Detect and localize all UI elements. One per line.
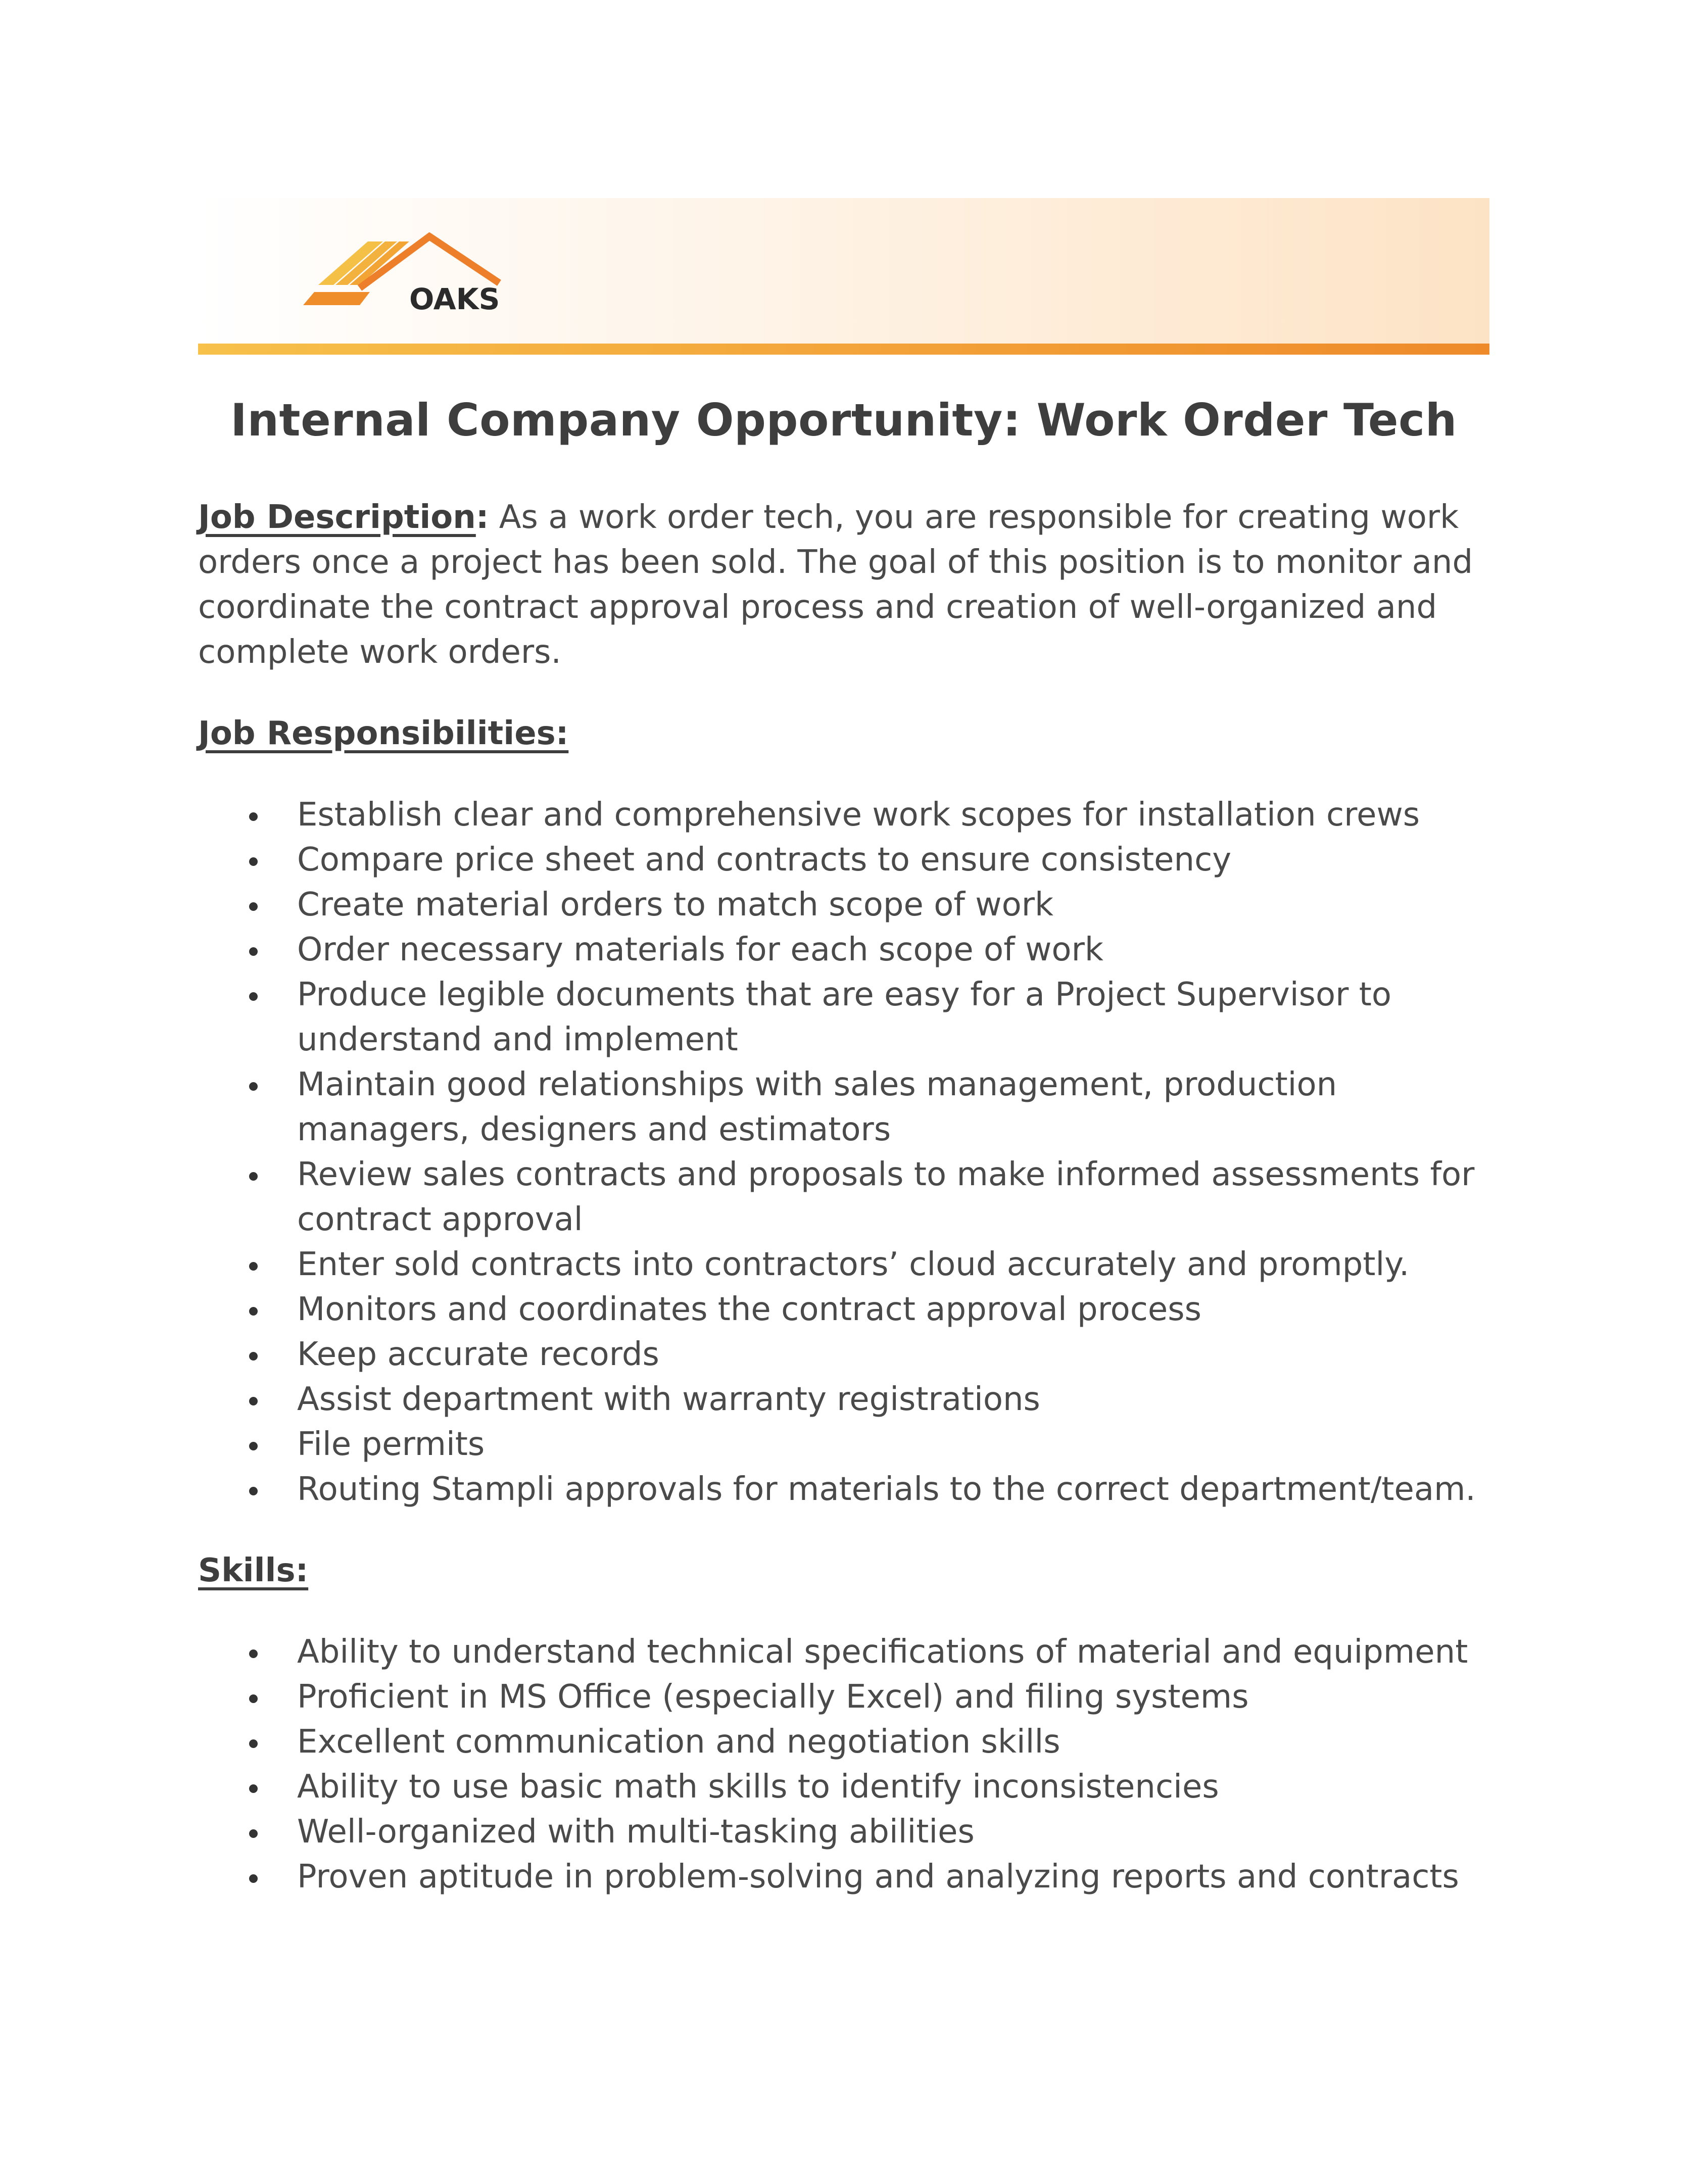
list-item [198, 1332, 1489, 1377]
responsibilities-heading-row [198, 711, 1489, 756]
list-item-text: Establish clear and comprehensive work scopes for installation crews [297, 796, 1420, 834]
list-item [198, 1152, 1489, 1242]
list-item-text: Maintain good relationships with sales management, production managers, designers and estimators [297, 1066, 1337, 1148]
bullet-icon [249, 857, 258, 866]
job-description [198, 495, 1489, 675]
document-body [198, 495, 1489, 1900]
bullet-icon [249, 1694, 258, 1703]
list-item [198, 1630, 1489, 1675]
list-item [198, 1765, 1489, 1810]
bullet-icon [249, 1874, 258, 1883]
bullet-icon [249, 1082, 258, 1091]
skills-heading: Skills: [198, 1552, 309, 1589]
bullet-icon [249, 1397, 258, 1405]
list-item-text: Routing Stampli approvals for materials to the correct department/team. [297, 1471, 1476, 1508]
list-item-text: Excellent communication and negotiation skills [297, 1723, 1060, 1761]
skills-heading-row [198, 1548, 1489, 1593]
list-item-text: Well-organized with multi-tasking abilities [297, 1813, 975, 1851]
header-rule [198, 344, 1489, 355]
svg-text:OAKS: OAKS [409, 282, 500, 313]
list-item [198, 1062, 1489, 1152]
page-title: Internal Company Opportunity: Work Order Tech [230, 394, 1457, 446]
bullet-icon [249, 902, 258, 911]
list-item [198, 838, 1489, 883]
list-item-text: Ability to use basic math skills to identify inconsistencies [297, 1768, 1219, 1806]
list-item-text: Ability to understand technical specifications of material and equipment [297, 1633, 1468, 1671]
oaks-logo-icon [303, 232, 515, 313]
list-item-text: Assist department with warranty registrations [297, 1381, 1040, 1418]
list-item-text: Keep accurate records [297, 1336, 659, 1373]
skills-list [198, 1630, 1489, 1900]
bullet-icon [249, 1352, 258, 1361]
list-item-text: Proven aptitude in problem-solving and analyzing reports and contracts [297, 1858, 1459, 1896]
job-description-label: Job Description [198, 499, 476, 536]
list-item [198, 1242, 1489, 1287]
list-item [198, 1675, 1489, 1720]
list-item [198, 1377, 1489, 1422]
list-item [198, 928, 1489, 973]
oaks-logo [303, 232, 515, 313]
list-item [198, 1467, 1489, 1512]
list-item [198, 1422, 1489, 1467]
list-item-text: Enter sold contracts into contractors’ cloud accurately and promptly. [297, 1246, 1410, 1283]
list-item [198, 1287, 1489, 1332]
bullet-icon [249, 947, 258, 956]
bullet-icon [249, 1487, 258, 1495]
bullet-icon [249, 992, 258, 1001]
bullet-icon [249, 1649, 258, 1658]
job-description-colon: : [475, 499, 489, 536]
bullet-icon [249, 1784, 258, 1793]
list-item-text: Compare price sheet and contracts to ensure consistency [297, 841, 1232, 879]
list-item-text: Produce legible documents that are easy for a Project Supervisor to understand and implement [297, 976, 1391, 1058]
list-item [198, 883, 1489, 928]
list-item-text: Review sales contracts and proposals to make informed assessments for contract approval [297, 1156, 1475, 1238]
list-item-text: File permits [297, 1426, 485, 1463]
list-item-text: Monitors and coordinates the contract approval process [297, 1291, 1201, 1328]
list-item-text: Order necessary materials for each scope of work [297, 931, 1103, 968]
job-description-text: As a work order tech, you are responsible for creating work orders once a project has been sold. The goal of this position is to monitor and coordinate the contract approval process and creation of well-organized and complete work orders. [198, 499, 1473, 671]
list-item [198, 973, 1489, 1062]
list-item [198, 793, 1489, 838]
bullet-icon [249, 1739, 258, 1748]
bullet-icon [249, 812, 258, 821]
bullet-icon [249, 1829, 258, 1838]
list-item-text: Create material orders to match scope of work [297, 886, 1054, 924]
bullet-icon [249, 1262, 258, 1271]
list-item-text: Proficient in MS Office (especially Excel) and filing systems [297, 1678, 1249, 1716]
bullet-icon [249, 1172, 258, 1181]
responsibilities-heading: Job Responsibilities: [198, 715, 569, 752]
bullet-icon [249, 1307, 258, 1316]
list-item [198, 1855, 1489, 1900]
bullet-icon [249, 1442, 258, 1450]
list-item [198, 1720, 1489, 1765]
list-item [198, 1810, 1489, 1855]
responsibilities-list [198, 793, 1489, 1512]
